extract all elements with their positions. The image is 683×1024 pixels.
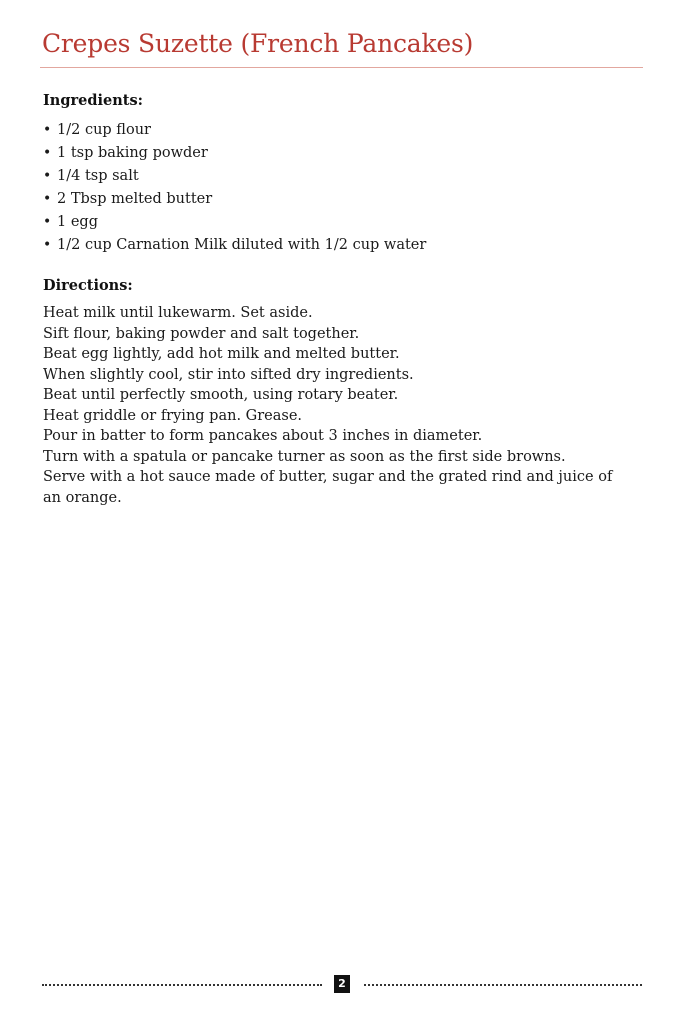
direction-step: Heat griddle or frying pan. Grease.	[43, 407, 303, 424]
bullet-icon: •	[43, 237, 52, 253]
bullet-icon: •	[43, 145, 52, 161]
ingredients-heading: Ingredients:	[43, 92, 143, 109]
direction-step: When slightly cool, stir into sifted dry ingredients.	[43, 366, 414, 383]
bullet-icon: •	[43, 168, 52, 184]
direction-step: Beat until perfectly smooth, using rotary beater.	[43, 387, 399, 403]
ingredient-text: 1 egg	[57, 214, 98, 230]
ingredient-text: 1/2 cup flour	[57, 122, 151, 138]
direction-step: Turn with a spatula or pancake turner as soon as the first side browns.	[43, 448, 566, 465]
bullet-icon: •	[43, 122, 52, 138]
ingredient-text: 2 Tbsp melted butter	[57, 191, 213, 207]
ingredient-text: 1/4 tsp salt	[57, 168, 139, 184]
page-footer	[40, 975, 643, 993]
directions-text	[43, 303, 633, 508]
ingredients-list	[43, 119, 426, 257]
direction-step: Heat milk until lukewarm. Set aside.	[43, 305, 313, 321]
title-divider	[40, 67, 643, 68]
ingredient-item	[43, 211, 426, 234]
footer-dotted-rule-right	[364, 984, 642, 986]
ingredient-item	[43, 234, 426, 257]
ingredient-item	[43, 119, 426, 142]
ingredient-text: 1 tsp baking powder	[57, 145, 208, 161]
ingredient-text: 1/2 cup Carnation Milk diluted with 1/2 cup water	[57, 237, 427, 253]
direction-step: Beat egg lightly, add hot milk and melted butter.	[43, 346, 400, 362]
ingredient-item	[43, 165, 426, 188]
direction-step: Pour in batter to form pancakes about 3 inches in diameter.	[43, 428, 483, 444]
directions-heading: Directions:	[43, 277, 133, 294]
ingredient-item	[43, 142, 426, 165]
recipe-title: Crepes Suzette (French Pancakes)	[42, 29, 474, 58]
page-number-badge: 2	[334, 975, 350, 993]
direction-step: Serve with a hot sauce made of butter, sugar and the grated rind and juice of an orange.	[43, 469, 613, 506]
ingredient-item	[43, 188, 426, 211]
bullet-icon: •	[43, 191, 52, 207]
footer-dotted-rule-left	[42, 984, 322, 986]
direction-step: Sift flour, baking powder and salt together.	[43, 325, 360, 342]
bullet-icon: •	[43, 214, 52, 230]
